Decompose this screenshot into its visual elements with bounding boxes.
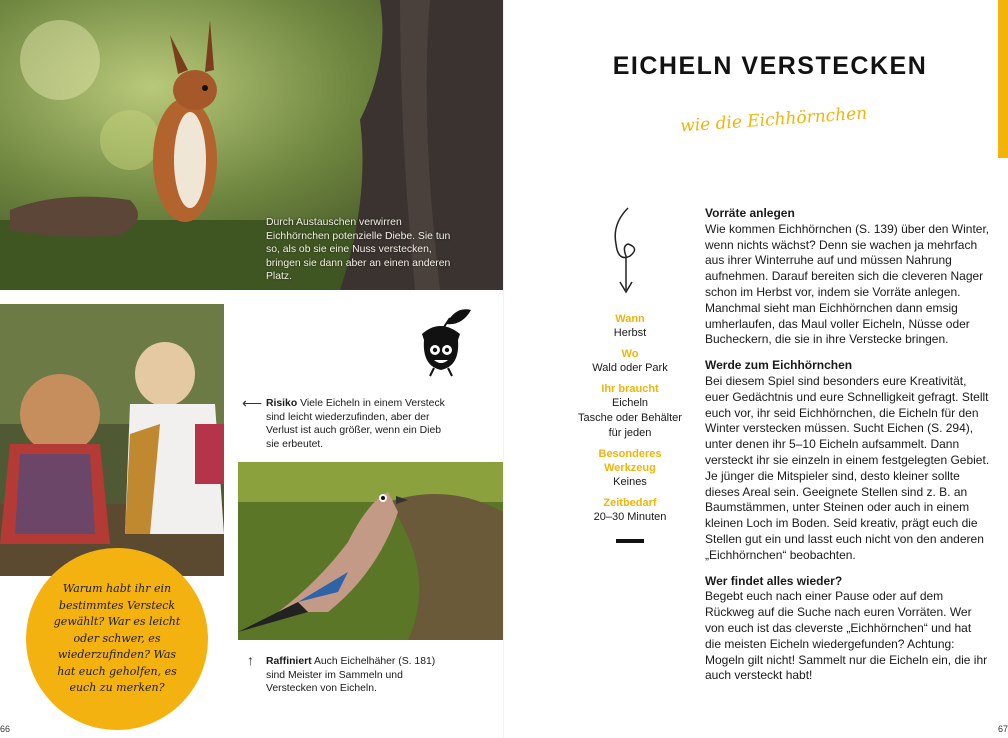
fact-when xyxy=(560,312,700,341)
fact-value: Eicheln Tasche oder Behälter für jeden xyxy=(578,397,682,439)
fact-materials xyxy=(560,382,700,441)
fact-label: Ihr braucht xyxy=(601,383,659,395)
fact-label: Wann xyxy=(615,313,645,325)
fact-label: Zeitbedarf xyxy=(603,497,657,509)
fact-where xyxy=(560,347,700,376)
facts-column xyxy=(560,312,700,543)
arrow-left-icon: ⟵ xyxy=(242,395,263,411)
page-subtitle: wie die Eichhörnchen xyxy=(679,103,868,137)
section-text: Bei diesem Spiel sind besonders eure Kreativität, euer Gedächtnis und eure Schnelligkeit gefragt. Stellt euch vor, ihr seid Eichhörnchen, die Eicheln für den Winter verstecken müssen. Sucht Eichen (S. 294), unter denen ihr 5–10 Eicheln aufsammelt. Dann versteckt ihr sie einzeln in einem festgelegten Gebiet. Je jünger die Mitspieler sind, desto kleiner sollte dieses Areal sein. Geeignete Stellen sind z. B. an Baumstämmen, unter Steinen oder auch in einem kleinen Loch im Boden. Seid kreativ, prägt euch die Stellen gut ein und lasst euch nicht von den anderen „Eichhörnchen“ beobachten. xyxy=(705,373,990,562)
squirrel-caption: Durch Austauschen verwirren Eichhörnchen potenzielle Diebe. Sie tun so, als ob sie eine Nuss verstecken, bringen sie dann aber an einen anderen Platz. xyxy=(266,217,451,282)
jay-label: Raffiniert xyxy=(266,656,312,667)
section-heading: Werde zum Eichhörnchen xyxy=(705,358,853,373)
section-text: Wie kommen Eichhörnchen (S. 139) über den Winter, wenn nichts wächst? Denn sie wachen ja mehrfach aus ihrer Winterruhe auf und müssen Nahrung aufnehmen. Darauf bereiten sich die cleveren Nager schon im Herbst vor, indem sie Vorräte anlegen. Manchmal sieht man Eichhörnchen dann emsig umherlaufen, das Maul voller Eicheln, Nüsse oder Bucheckern, die sie in ihre Verstecke bringen. xyxy=(705,221,990,347)
jay-bird-photo xyxy=(238,462,503,640)
left-page-number: 66 xyxy=(0,724,11,734)
acorn-mascot-icon xyxy=(416,304,472,378)
fact-value: Herbst xyxy=(613,327,647,339)
fact-label: Wo xyxy=(621,348,639,360)
risk-caption xyxy=(266,397,446,451)
jay-text: Auch Eichelhäher (S. 181) sind Meister im Sammeln und Verstecken von Eicheln. xyxy=(266,656,436,694)
section-heading: Vorräte anlegen xyxy=(705,206,795,220)
section-heading: Wer findet alles wieder? xyxy=(705,573,843,588)
right-page-number: 67 xyxy=(997,724,1008,734)
page-tab-marker xyxy=(998,0,1008,158)
fact-value: Wald oder Park xyxy=(592,362,668,374)
section-text: Begebt euch nach einer Pause oder auf dem Rückweg auf die Suche nach euren Vorräten. Wer von euch ist das cleverste „Eichhörnchen“ und hat die meisten Eicheln wiedergefunden? Achtung: Mogeln gilt nicht! Sammelt nur die Eicheln ein, die ihr auch versteckt habt! xyxy=(705,589,988,683)
bubble-text: Warum habt ihr ein bestimmtes Versteck gewählt? War es leicht oder schwer, es wiederzufinden? Was hat euch geholfen, es euch zu merken? xyxy=(53,582,181,695)
fact-label: Besonderes Werkzeug xyxy=(598,448,662,474)
fact-value: Keines xyxy=(613,476,647,488)
page-gutter xyxy=(503,0,504,738)
fact-duration xyxy=(560,496,700,525)
question-bubble xyxy=(26,548,208,730)
arrow-up-icon: ↑ xyxy=(247,652,254,668)
risk-label: Risiko xyxy=(266,398,298,409)
fact-tools xyxy=(560,447,700,490)
body-text xyxy=(705,206,990,694)
fact-value: 20–30 Minuten xyxy=(593,511,667,523)
children-photo xyxy=(0,304,224,576)
risk-text: Viele Eicheln in einem Versteck sind leicht wiederzufinden, aber der Verlust ist auch größer, wenn ein Dieb sie erbeutet. xyxy=(266,398,445,450)
page-title: EICHELN VERSTECKEN xyxy=(612,52,928,80)
facts-end-bar xyxy=(616,539,644,543)
squiggle-arrow-icon xyxy=(608,204,644,296)
jay-caption xyxy=(266,655,446,696)
